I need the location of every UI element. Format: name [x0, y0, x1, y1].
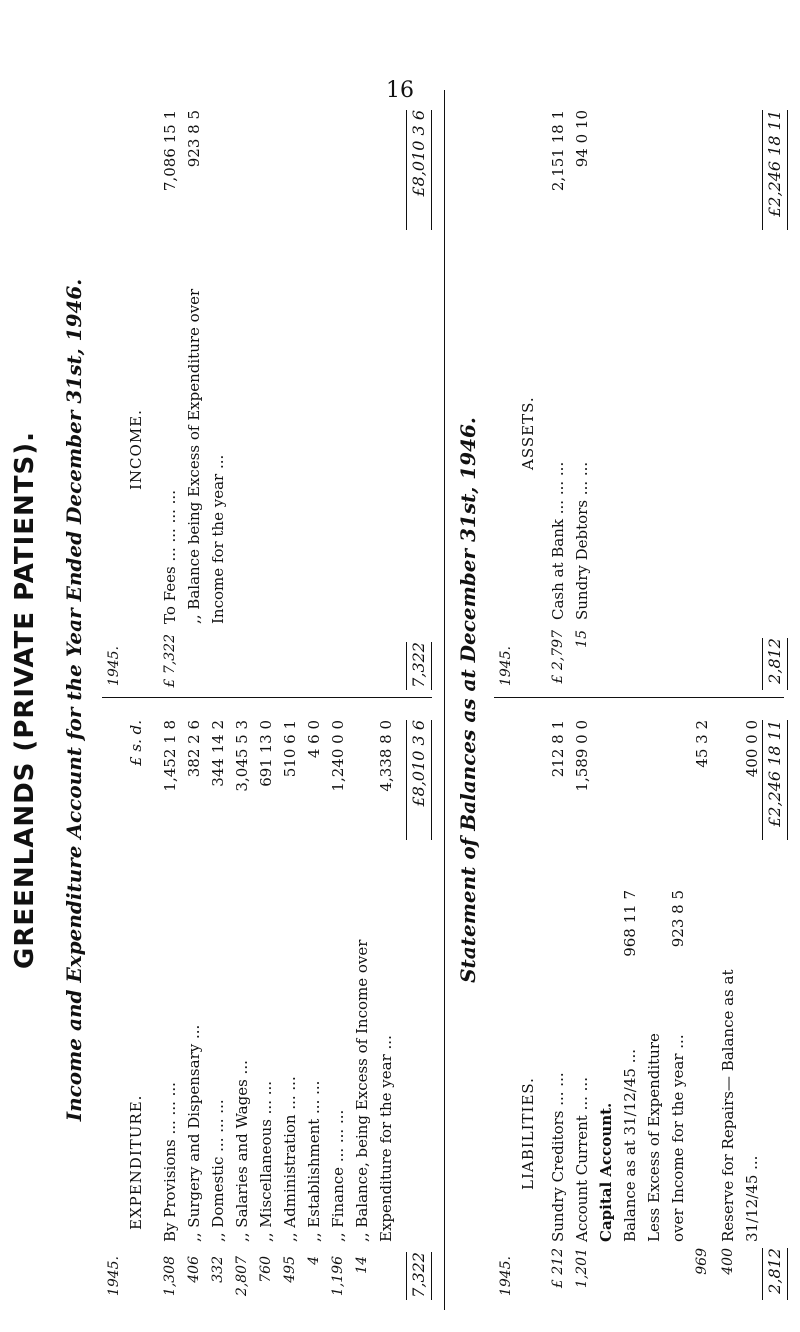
asset-item: Sundry Debtors ... ... [573, 461, 591, 620]
assets-prev-total: 2,812 [762, 638, 788, 690]
table-row [618, 700, 642, 1300]
expenditure-prev-total: 7,322 [406, 1252, 432, 1300]
expense-amount: 691 13 0 [257, 720, 275, 787]
prev-year-amount: £ 212 [550, 1248, 566, 1289]
prev-year-amount: 1,196 [330, 1256, 346, 1297]
table-row [254, 700, 278, 1300]
liability-item: Sundry Creditors ... ... [549, 1072, 567, 1242]
prev-year-amount: 2,807 [234, 1256, 250, 1297]
expense-item: ,, Balance, being Excess of Income over Expenditure for the year ... [353, 939, 395, 1242]
asset-amount: 2,151 18 1 [549, 110, 567, 192]
prev-year-amount: 969 [694, 1248, 710, 1275]
capital-account-heading: Capital Account. [597, 1102, 615, 1242]
income-item: ,, Balance being Excess of Expenditure over Income for the year ... [185, 288, 227, 624]
table-row [278, 700, 302, 1300]
asset-amount: 94 0 10 [573, 110, 591, 168]
expense-item: ,, Surgery and Dispensary ... [185, 1024, 203, 1242]
income-year-label: 1945. [106, 646, 122, 687]
table-row [570, 100, 594, 690]
prev-year-amount: 332 [210, 1256, 226, 1283]
prev-year-amount: 15 [574, 630, 590, 648]
asset-item: Cash at Bank ... ... ... [549, 461, 567, 620]
assets-heading: ASSETS. [519, 396, 537, 470]
liability-item: Reserve for Repairs— Balance as at 31/12/45 ... [719, 969, 761, 1242]
page-number: 16 [386, 78, 414, 103]
income-prev-total: 7,322 [406, 642, 432, 690]
income-heading: INCOME. [127, 409, 145, 490]
prev-year-amount: 1,201 [574, 1248, 590, 1289]
income-item: To Fees ... ... ... ... [161, 490, 179, 624]
expense-amount: 1,452 1 8 [161, 720, 179, 792]
table-row [230, 700, 254, 1300]
table-row [690, 700, 714, 1300]
expenditure-lsd-head: £ s. d. [127, 720, 145, 766]
expenditure-heading: EXPENDITURE. [127, 1094, 145, 1230]
liability-sub-amount: 968 11 7 [621, 890, 639, 957]
prev-year-amount: 1,308 [162, 1256, 178, 1297]
table-row [182, 100, 230, 690]
prev-year-amount: £ 2,797 [550, 630, 566, 684]
liability-item: Less Excess of Expenditure over Income for the year ... [645, 1033, 687, 1242]
prev-year-amount: 400 [720, 1248, 736, 1275]
table-row [350, 700, 398, 1300]
liability-amount: 400 0 0 [743, 720, 761, 778]
expense-item: ,, Salaries and Wages ... [233, 1060, 251, 1242]
page-title: GREENLANDS (PRIVATE PATIENTS). [10, 431, 40, 970]
liabilities-section [494, 700, 784, 1300]
balance-statement-title: Statement of Balances as at December 31st, 1946. [456, 417, 480, 983]
table-row [546, 100, 570, 690]
expense-item: By Provisions ... ... ... [161, 1082, 179, 1242]
liabilities-year-label: 1945. [498, 1256, 514, 1297]
expense-amount: 344 14 2 [209, 720, 227, 787]
expense-amount: 510 6 1 [281, 720, 299, 778]
column-divider [102, 697, 432, 698]
liability-item: Balance as at 31/12/45 ... [621, 1048, 639, 1242]
expense-item: ,, Administration ... ... [281, 1076, 299, 1242]
prev-year-amount: 406 [186, 1256, 202, 1283]
rotated-financial-sheet [10, 90, 790, 1310]
expense-item: ,, Establishment ... ... [305, 1080, 323, 1242]
income-amount: 923 8 5 [185, 110, 203, 168]
expense-amount: 1,240 0 0 [329, 720, 347, 792]
prev-year-amount: 14 [354, 1256, 370, 1274]
table-row [326, 700, 350, 1300]
liability-amount: 1,589 0 0 [573, 720, 591, 792]
liabilities-total: £2,246 18 11 [762, 720, 788, 840]
column-divider [494, 697, 784, 698]
prev-year-amount: 760 [258, 1256, 274, 1283]
expenditure-section [102, 700, 432, 1300]
assets-total: £2,246 18 11 [762, 110, 788, 230]
prev-year-amount: 4 [306, 1256, 322, 1265]
liability-item: Account Current ... ... [573, 1077, 591, 1242]
assets-section [494, 100, 784, 690]
table-row [182, 700, 206, 1300]
expense-amount: 4,338 8 0 [377, 720, 395, 792]
prev-year-amount: £ 7,322 [162, 634, 178, 688]
table-row [594, 700, 618, 1300]
liabilities-prev-total: 2,812 [762, 1248, 788, 1300]
table-row [716, 700, 764, 1300]
expense-item: ,, Miscellaneous ... ... [257, 1080, 275, 1242]
table-row [158, 100, 182, 690]
income-section [102, 100, 432, 690]
income-amount: 7,086 15 1 [161, 110, 179, 192]
income-expenditure-title: Income and Expenditure Account for the Year Ended December 31st, 1946. [62, 278, 86, 1122]
liability-sub-amount: 923 8 5 [669, 890, 687, 948]
expense-amount: 3,045 5 3 [233, 720, 251, 792]
table-row [158, 700, 182, 1300]
expenditure-total: £8,010 3 6 [406, 720, 432, 840]
expense-item: ,, Domestic ... ... ... [209, 1099, 227, 1242]
expense-amount: 382 2 6 [185, 720, 203, 778]
income-total: £8,010 3 6 [406, 110, 432, 230]
liability-amount: 212 8 1 [549, 720, 567, 778]
table-row [546, 700, 570, 1300]
expense-amount: 4 6 0 [305, 720, 323, 759]
liability-amount: 45 3 2 [693, 720, 711, 768]
table-row [302, 700, 326, 1300]
table-row [206, 700, 230, 1300]
assets-year-label: 1945. [498, 646, 514, 687]
table-row [642, 700, 690, 1300]
expenditure-year-label: 1945. [106, 1256, 122, 1297]
liabilities-heading: LIABILITIES. [519, 1077, 537, 1190]
prev-year-amount: 495 [282, 1256, 298, 1283]
expense-item: ,, Finance ... ... ... [329, 1109, 347, 1242]
table-row [570, 700, 594, 1300]
section-divider [444, 90, 445, 1310]
